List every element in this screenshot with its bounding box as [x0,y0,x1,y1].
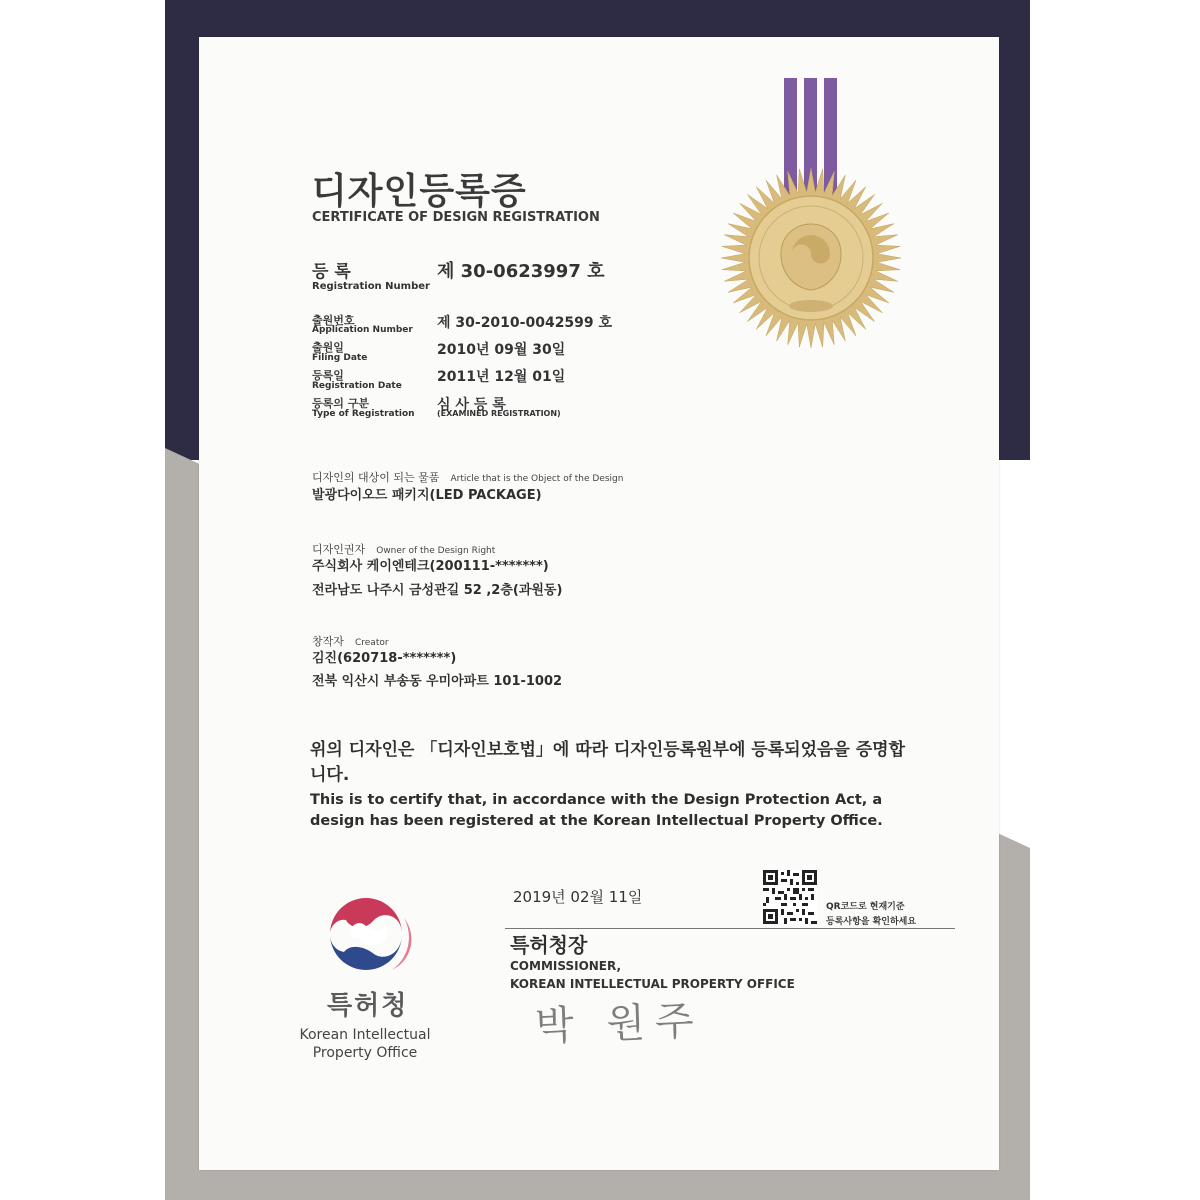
application-number-label: 출원번호 [312,314,355,327]
kipo-logo-icon [320,888,412,980]
application-number-value: 제 30-2010-0042599 호 [437,315,613,331]
registration-type-value: 심 사 등 록 [437,397,506,413]
creator-label-korean: 창작자 [312,635,344,648]
article-label-english: Article that is the Object of the Design [450,474,624,484]
declaration-english: This is to certify that, in accordance with the Design Protection Act, a design has been registered at the Korean Intellectual Property Office. [310,792,883,829]
filing-date-label-en: Filing Date [312,353,368,363]
article-value: 발광다이오드 패키지(LED PACKAGE) [312,488,542,503]
kipo-name-korean: 특허청 [327,991,409,1021]
registration-number: 제 30-0623997 호 [437,261,605,282]
article-label-korean: 디자인의 대상이 되는 물품 [312,471,440,484]
registration-type-value-en: (EXAMINED REGISTRATION) [437,409,561,418]
seal-caption-band [789,300,833,312]
owner-name: 주식회사 케이엔테크(200111-*******) [312,559,549,574]
certificate-title-english: CERTIFICATE OF DESIGN REGISTRATION [312,210,600,225]
declaration-korean: 위의 디자인은 「디자인보호법」에 따라 디자인등록원부에 등록되었음을 증명합니다. [310,740,906,785]
application-number-label-en: Application Number [312,325,413,335]
owner-address: 전라남도 나주시 금성관길 52 ,2층(과원동) [312,583,563,598]
handwritten-signature: 박 원주 [534,998,705,1050]
qr-note-line2: 등록사항을 확인하세요 [826,917,917,927]
filing-date-label: 출원일 [312,341,344,354]
registration-date-value: 2011년 12월 01일 [437,369,566,385]
commissioner-english-line1: COMMISSIONER, [510,959,622,973]
kipo-name-english: Korean Intellectual Property Office [299,1027,431,1061]
logo-white-band [350,923,387,946]
commissioner-english [510,957,795,993]
logo-pink-arc [392,918,411,970]
commissioner-english-line2: KOREAN INTELLECTUAL PROPERTY OFFICE [510,977,795,991]
gold-seal-medal [720,78,902,353]
article-label-row [312,466,623,485]
owner-label-english: Owner of the Design Right [376,546,496,556]
qr-note [826,900,916,930]
registration-type-label-en: Type of Registration [312,409,415,419]
filing-date-value: 2010년 09월 30일 [437,342,566,358]
creator-name: 김진(620718-*******) [312,651,457,666]
registration-type-label: 등록의 구분 [312,397,369,410]
qr-code-icon[interactable] [763,870,817,924]
registration-date-label: 등록일 [312,369,344,382]
registration-label-english: Registration Number [312,281,430,292]
creator-label-english: Creator [354,638,389,648]
registration-label-korean: 등 록 [312,262,351,282]
owner-label-korean: 디자인권자 [312,543,366,556]
certificate-title-korean: 디자인등록증 [312,171,527,212]
registration-date-label-en: Registration Date [312,381,402,391]
commissioner-korean: 특허청장 [510,933,588,957]
qr-note-line1: QR코드로 현재기준 [826,902,905,912]
issue-date: 2019년 02월 11일 [513,888,643,906]
creator-address: 전북 익산시 부송동 우미아파트 101-1002 [312,674,563,689]
